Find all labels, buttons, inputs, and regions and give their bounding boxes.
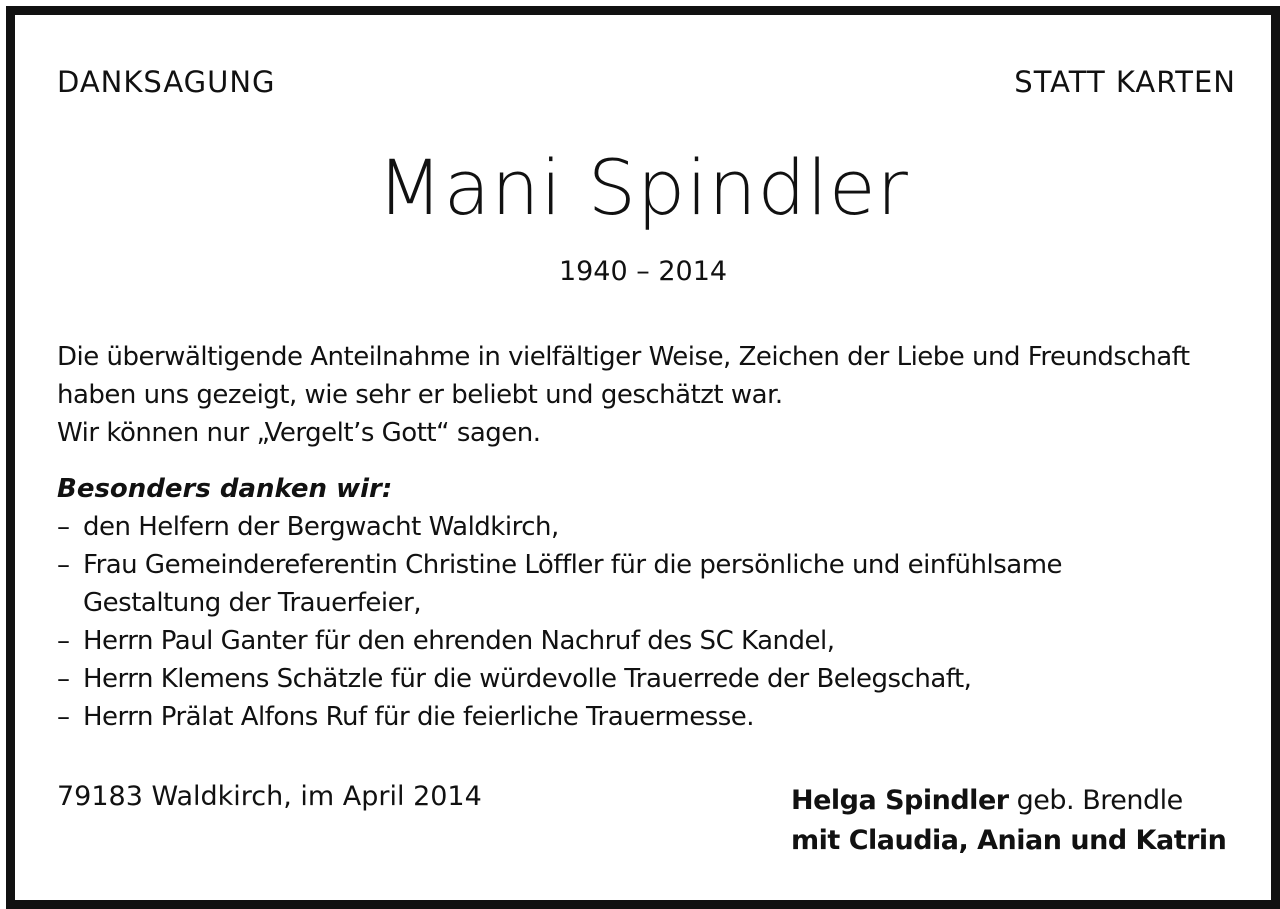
signature-line-1 (791, 781, 1226, 821)
deceased-years: 1940 – 2014 (558, 256, 728, 287)
place-date: 79183 Waldkirch, im April 2014 (57, 781, 482, 812)
thanks-item-text: Frau Gemeindereferentin Christine Löffler für die persönliche und einfühlsame (83, 550, 1063, 580)
signature-suffix: geb. Brendle (1008, 785, 1183, 816)
thanks-item (57, 698, 1237, 736)
thanks-item-text: Herrn Paul Ganter für den ehrenden Nachruf des SC Kandel, (83, 626, 835, 656)
thanks-item (57, 546, 1237, 622)
dash-glyph: – (57, 702, 70, 732)
intro-line: Die überwältigende Anteilnahme in vielfältiger Weise, Zeichen der Liebe und Freundschaft (57, 342, 1190, 372)
signature-block (791, 781, 1226, 861)
dash-glyph: – (57, 664, 70, 694)
thanks-heading: Besonders danken wir: (57, 474, 393, 504)
signature-line-2: mit Claudia, Anian und Katrin (791, 825, 1227, 856)
thanks-item (57, 622, 1237, 660)
thanks-item-text: den Helfern der Bergwacht Waldkirch, (83, 512, 559, 542)
heading-statt-karten: STATT KARTEN (1014, 65, 1236, 99)
obituary-card (6, 6, 1280, 909)
dash-glyph: – (57, 626, 70, 656)
intro-line: haben uns gezeigt, wie sehr er beliebt und geschätzt war. (57, 380, 783, 410)
thanks-item-text: Herrn Klemens Schätzle für die würdevolle Trauerrede der Belegschaft, (83, 664, 972, 694)
thanks-item (57, 508, 1237, 546)
intro-paragraph (57, 338, 1237, 452)
dash-glyph: – (57, 512, 70, 542)
signature-name: Helga Spindler (791, 785, 1009, 816)
thanks-list (57, 508, 1237, 736)
intro-line: Wir können nur „Vergelt’s Gott“ sagen. (57, 418, 541, 448)
heading-danksagung: DANKSAGUNG (57, 65, 276, 99)
thanks-item-continuation: Gestaltung der Trauerfeier, (83, 588, 422, 618)
thanks-item (57, 660, 1237, 698)
deceased-name: Mani Spindler (377, 143, 909, 232)
thanks-item-text: Herrn Prälat Alfons Ruf für die feierliche Trauermesse. (83, 702, 755, 732)
dash-glyph: – (57, 550, 70, 580)
